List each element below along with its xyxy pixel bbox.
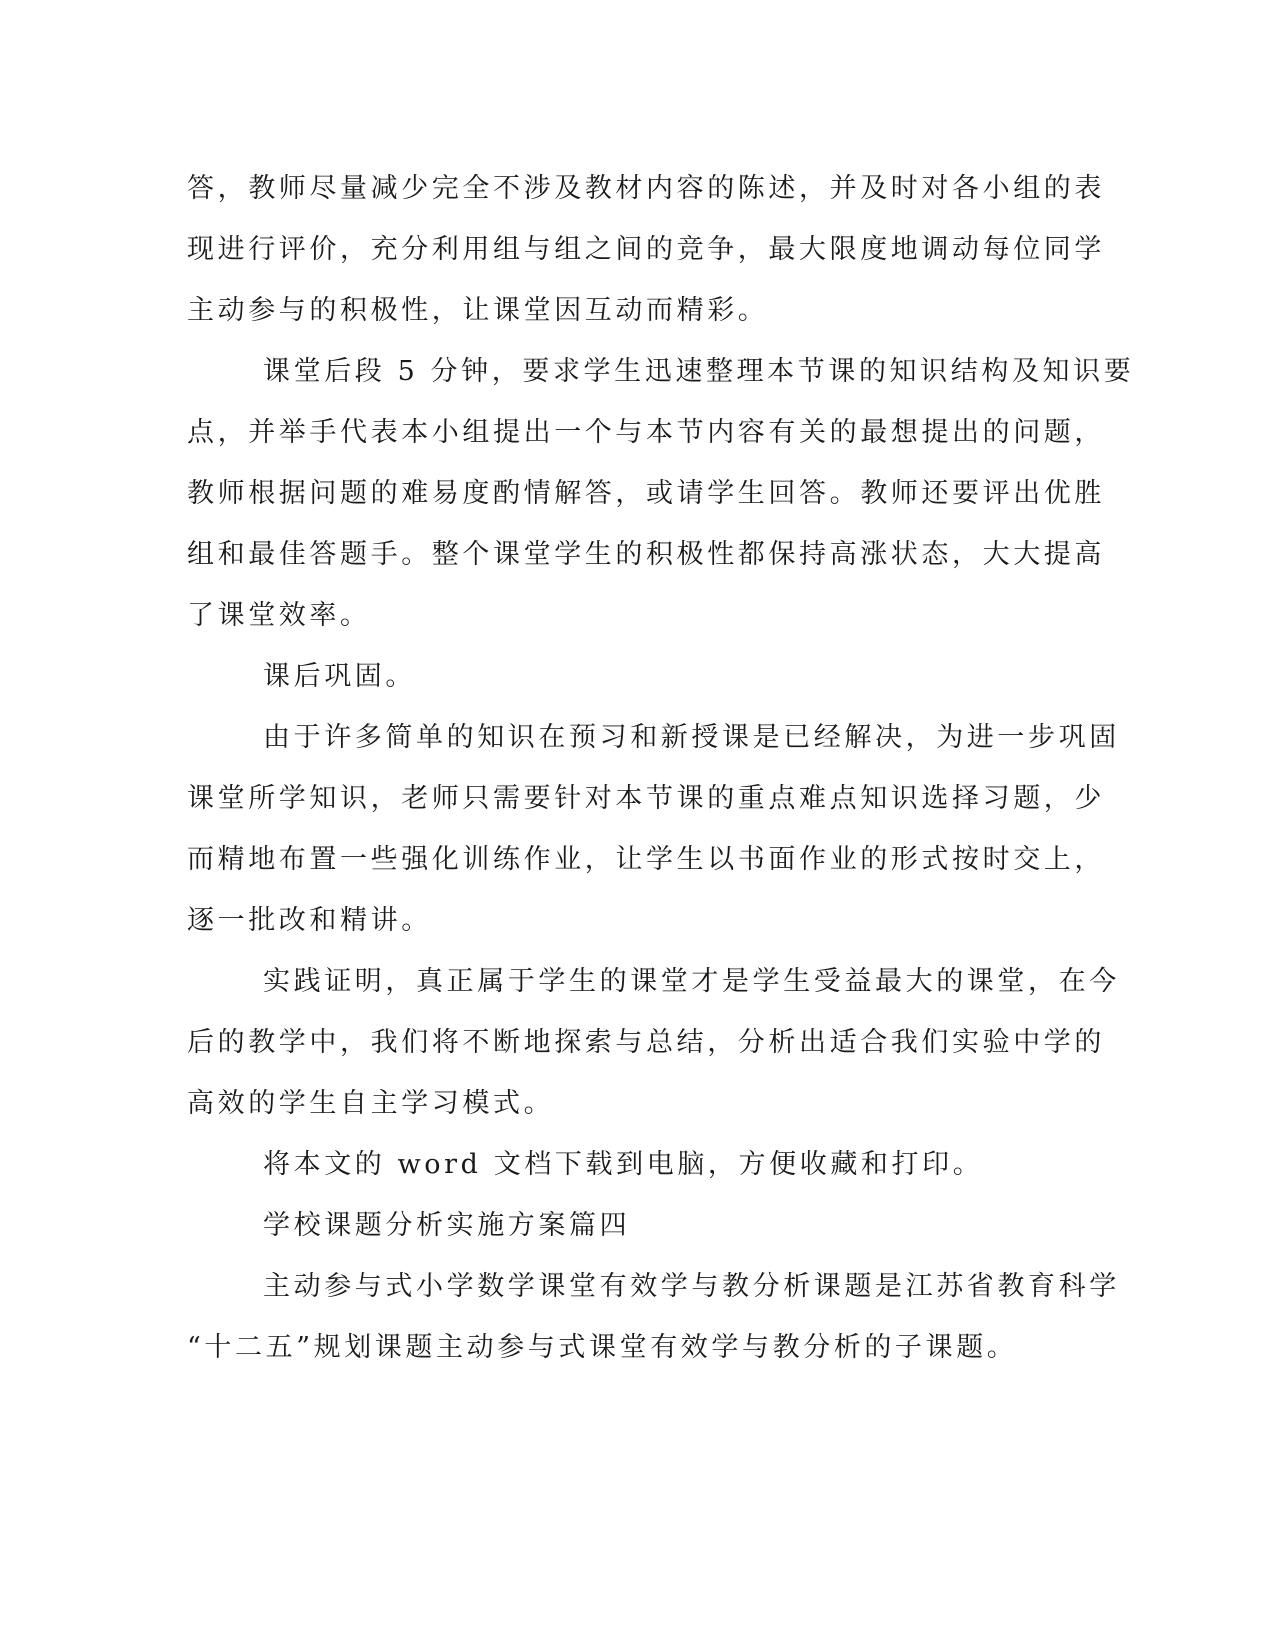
- text-line: 高效的学生自主学习模式。: [187, 1088, 555, 1119]
- text-line: 将本文的 word 文档下载到电脑，方便收藏和打印。: [263, 1149, 984, 1180]
- text-line: 后的教学中，我们将不断地探索与总结，分析出适合我们实验中学的: [187, 1027, 1105, 1058]
- text-line: 教师根据问题的难易度酌情解答，或请学生回答。教师还要评出优胜: [187, 478, 1105, 509]
- text-line: 由于许多简单的知识在预习和新授课是已经解决，为进一步巩固: [263, 722, 1120, 753]
- document-body: [187, 158, 1135, 1378]
- text-line: 主动参与的积极性，让课堂因互动而精彩。: [187, 295, 769, 326]
- section-heading: 学校课题分析实施方案篇四: [263, 1210, 631, 1241]
- text-line: 课堂所学知识，老师只需要针对本节课的重点难点知识选择习题，少: [187, 783, 1105, 814]
- text-line: 点，并举手代表本小组提出一个与本节内容有关的最想提出的问题，: [187, 417, 1105, 448]
- text-line: “十二五”规划课题主动参与式课堂有效学与教分析的子课题。: [187, 1332, 1018, 1363]
- text-line: 现进行评价，充分利用组与组之间的竞争，最大限度地调动每位同学: [187, 234, 1105, 265]
- text-line: 而精地布置一些强化训练作业，让学生以书面作业的形式按时交上，: [187, 844, 1105, 875]
- text-line: 课后巩固。: [263, 661, 416, 692]
- text-line: 实践证明，真正属于学生的课堂才是学生受益最大的课堂，在今: [263, 966, 1120, 997]
- text-line: 逐一批改和精讲。: [187, 905, 432, 936]
- text-line: 组和最佳答题手。整个课堂学生的积极性都保持高涨状态，大大提高: [187, 539, 1105, 570]
- text-line: 课堂后段 5 分钟，要求学生迅速整理本节课的知识结构及知识要: [263, 356, 1135, 387]
- text-line: 主动参与式小学数学课堂有效学与教分析课题是江苏省教育科学: [263, 1271, 1120, 1302]
- text-line: 答，教师尽量减少完全不涉及教材内容的陈述，并及时对各小组的表: [187, 173, 1105, 204]
- text-line: 了课堂效率。: [187, 600, 371, 631]
